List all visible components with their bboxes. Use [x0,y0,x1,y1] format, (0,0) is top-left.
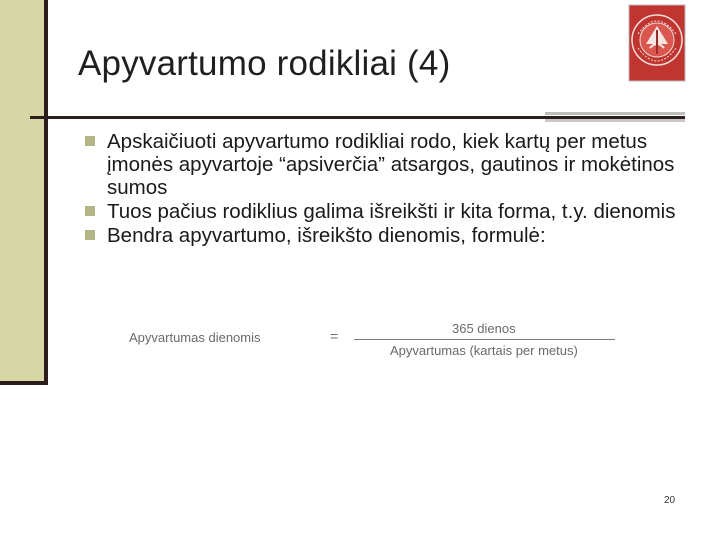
square-bullet-icon [85,136,95,146]
bullet-item [84,130,694,199]
page-number: 20 [664,495,676,506]
slide-title: Apyvartumo rodikliai (4) [78,44,451,83]
square-bullet-icon [85,230,95,240]
bullet-text: Tuos pačius rodiklius galima išreikšti ir kita forma, t.y. dienomis [107,200,676,223]
formula-left-side: Apyvartumas dienomis [129,330,261,345]
bullet-list [84,130,694,248]
formula-fraction-bar [354,339,615,340]
university-seal-icon [628,4,686,82]
title-rule-shadow [545,112,685,115]
bullet-item [84,224,694,247]
left-accent-border [44,0,48,385]
title-rule-shadow-lower [545,119,685,122]
bullet-text: Apskaičiuoti apyvartumo rodikliai rodo, kiek kartų per metus įmonės apyvartoje “apsiverčia” atsargos, gautinos ir mokėtinos sumos [107,130,675,199]
square-bullet-icon [85,206,95,216]
formula-numerator: 365 dienos [452,321,516,336]
bullet-text: Bendra apyvartumo, išreikšto dienomis, formulė: [107,224,546,247]
formula-denominator: Apyvartumas (kartais per metus) [390,343,578,358]
bullet-item [84,200,694,223]
formula-equals-sign: = [330,328,339,344]
left-accent-bar [0,0,46,383]
title-underline [30,116,685,119]
left-accent-bottom [0,381,48,385]
